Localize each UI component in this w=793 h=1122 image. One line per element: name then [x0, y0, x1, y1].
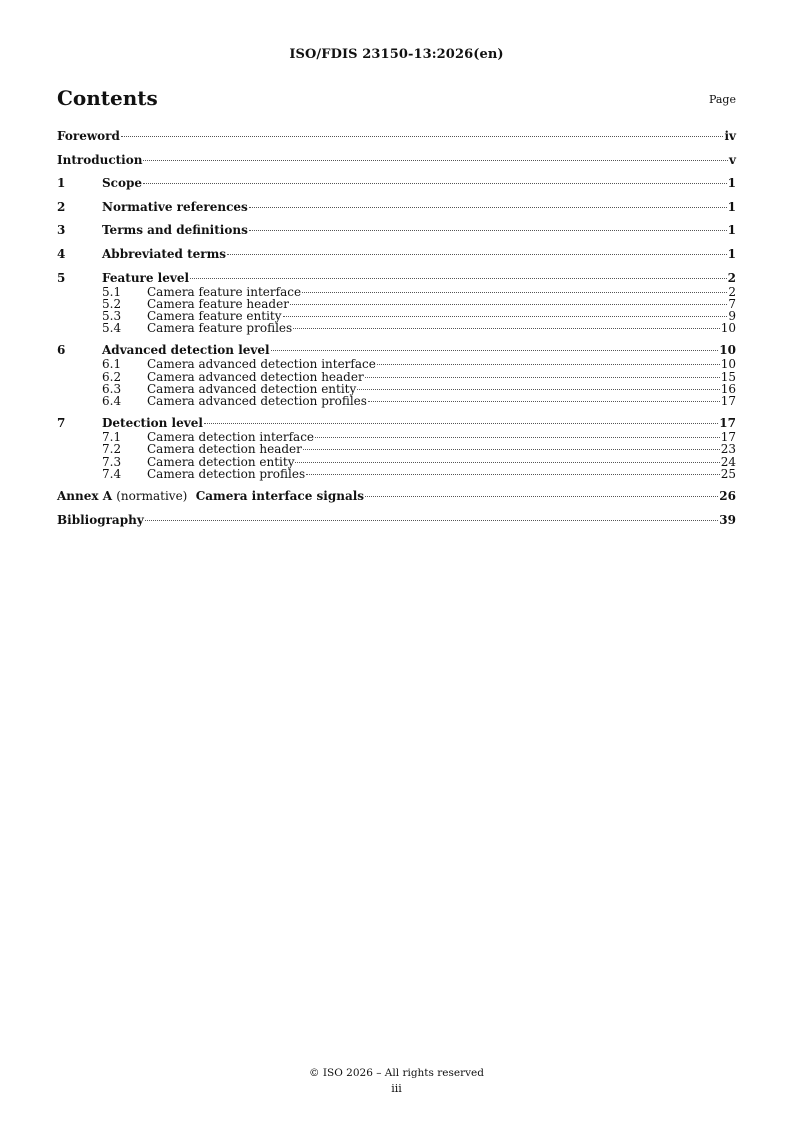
toc-entry-label — [57, 488, 364, 504]
toc-entry-number: 6.3 — [102, 381, 122, 396]
toc-entry-number: 5.2 — [102, 296, 122, 311]
toc-entry-number: 5.4 — [102, 321, 122, 336]
dot-leader — [145, 520, 719, 521]
toc-subentry[interactable] — [57, 443, 736, 455]
toc-entry[interactable] — [57, 246, 736, 262]
dot-leader — [227, 254, 727, 255]
toc-entry-number: 7.3 — [102, 454, 122, 469]
page-column-label: Page — [708, 93, 736, 106]
dot-leader — [249, 230, 727, 231]
toc-entry-label: Camera advanced detection entity — [147, 381, 357, 396]
dot-leader — [306, 474, 720, 475]
dot-leader — [283, 316, 728, 317]
toc-subentry[interactable] — [57, 286, 736, 298]
dot-leader — [302, 292, 727, 293]
toc-entry-page: 1 — [727, 199, 736, 214]
annex-note: (normative) — [116, 488, 188, 503]
dot-leader — [295, 462, 719, 463]
toc-entry-page: 9 — [728, 309, 736, 324]
toc-entry-label: Terms and definitions — [102, 223, 248, 238]
toc-subentry[interactable] — [57, 395, 736, 407]
dot-leader — [368, 401, 720, 402]
toc-entry-number: 2 — [57, 199, 66, 214]
toc-entry-number: 6.4 — [102, 394, 122, 409]
toc-entry-number: 4 — [57, 246, 66, 261]
toc-entry[interactable] — [57, 222, 736, 238]
toc-entry-label: Camera feature entity — [147, 309, 282, 324]
dot-leader — [377, 364, 720, 365]
toc-entry-label: Camera advanced detection header — [147, 369, 364, 384]
dot-leader — [290, 304, 727, 305]
toc-entry-label: Introduction — [57, 152, 143, 167]
toc-entry-label: Detection level — [102, 416, 203, 431]
toc-entry-label: Camera feature header — [147, 296, 289, 311]
page-number: iii — [391, 1082, 402, 1095]
dot-leader — [143, 183, 727, 184]
toc-entry-label: Camera detection interface — [147, 430, 315, 445]
dot-leader — [249, 207, 727, 208]
toc-entry-page: 25 — [720, 467, 736, 482]
toc-entry-page: 2 — [727, 270, 736, 285]
toc-entry-number: 5.3 — [102, 309, 122, 324]
document-header: ISO/FDIS 23150-13:2026(en) — [289, 47, 504, 62]
toc-entry[interactable] — [57, 175, 736, 191]
toc-entry-page: 7 — [728, 296, 736, 311]
dot-leader — [271, 350, 719, 351]
toc-entry-label: Camera detection entity — [147, 454, 295, 469]
toc-entry-page: 17 — [719, 416, 736, 431]
dot-leader — [204, 423, 718, 424]
toc-entry-page: 2 — [728, 284, 736, 299]
dot-leader — [315, 437, 720, 438]
toc-entry-page: 1 — [727, 223, 736, 238]
toc-entry[interactable] — [57, 512, 736, 528]
toc-entry-page: 17 — [720, 394, 736, 409]
toc-entry-number: 7 — [57, 416, 66, 431]
toc-entry[interactable] — [57, 415, 736, 431]
toc-entry-number: 6 — [57, 343, 66, 358]
toc-entry-number: 5 — [57, 270, 66, 285]
toc-entry-label: Camera detection profiles — [147, 467, 306, 482]
toc-subentry[interactable] — [57, 358, 736, 370]
toc-entry-label: Camera feature profiles — [147, 321, 293, 336]
dot-leader — [143, 160, 728, 161]
toc-entry-label: Foreword — [57, 129, 120, 143]
dot-leader — [293, 328, 720, 329]
toc-entry-label: Camera feature interface — [147, 284, 302, 299]
toc-entry-number: 6.2 — [102, 369, 122, 384]
dot-leader — [365, 377, 720, 378]
toc-entry-number: 1 — [57, 176, 66, 191]
toc-entry-page: 16 — [720, 381, 736, 396]
toc-entry-number: 6.1 — [102, 357, 122, 372]
toc-subentry[interactable] — [57, 322, 736, 334]
toc-subentry[interactable] — [57, 468, 736, 480]
toc-entry-page: 15 — [720, 369, 736, 384]
toc-entry-page: 1 — [727, 246, 736, 261]
dot-leader — [121, 136, 724, 137]
copyright-notice: © ISO 2026 – All rights reserved — [309, 1067, 484, 1079]
dot-leader — [365, 496, 718, 497]
toc-entry[interactable] — [57, 270, 736, 286]
toc-entry[interactable] — [57, 152, 736, 168]
toc-entry-label: Normative references — [102, 199, 248, 214]
toc-entry-page: 17 — [720, 430, 736, 445]
toc-entry-page: 10 — [720, 321, 736, 336]
toc-entry-page: v — [729, 152, 736, 167]
annex-title: Camera interface signals — [195, 488, 365, 503]
toc-entry-page: 24 — [720, 454, 736, 469]
toc-entry[interactable] — [57, 199, 736, 215]
dot-leader — [303, 449, 720, 450]
toc-entry-number: 3 — [57, 223, 66, 238]
toc-entry-label: Camera advanced detection profiles — [147, 394, 367, 409]
toc-entry-label: Abbreviated terms — [102, 246, 227, 261]
dot-leader — [357, 389, 719, 390]
toc-entry-label: Camera advanced detection interface — [147, 357, 376, 372]
toc-entry[interactable] — [57, 128, 736, 144]
page-footer — [0, 1067, 793, 1095]
toc-entry-page: 23 — [720, 442, 736, 457]
toc-entry[interactable] — [57, 488, 736, 504]
toc-entry-page: 10 — [719, 343, 736, 358]
toc-entry-number: 7.2 — [102, 442, 122, 457]
toc-entry-page: 1 — [727, 176, 736, 191]
toc-entry-number: 7.1 — [102, 430, 122, 445]
toc-entry[interactable] — [57, 342, 736, 358]
toc-entry-label: Feature level — [102, 270, 190, 285]
toc-entry-page: 39 — [719, 512, 736, 527]
toc-entry-label: Scope — [102, 176, 143, 191]
page-title: Contents — [57, 86, 158, 110]
toc-entry-label: Camera detection header — [147, 442, 302, 457]
toc-entry-page: 26 — [719, 488, 736, 503]
toc-entry-number: 5.1 — [102, 284, 122, 299]
toc-entry-page: 10 — [720, 357, 736, 372]
toc-entry-label: Advanced detection level — [102, 343, 270, 358]
table-of-contents — [57, 128, 736, 528]
toc-entry-number: 7.4 — [102, 467, 122, 482]
toc-entry-page: iv — [724, 129, 736, 143]
dot-leader — [190, 278, 727, 279]
annex-label: Annex A — [57, 488, 113, 503]
toc-entry-label: Bibliography — [57, 512, 144, 527]
